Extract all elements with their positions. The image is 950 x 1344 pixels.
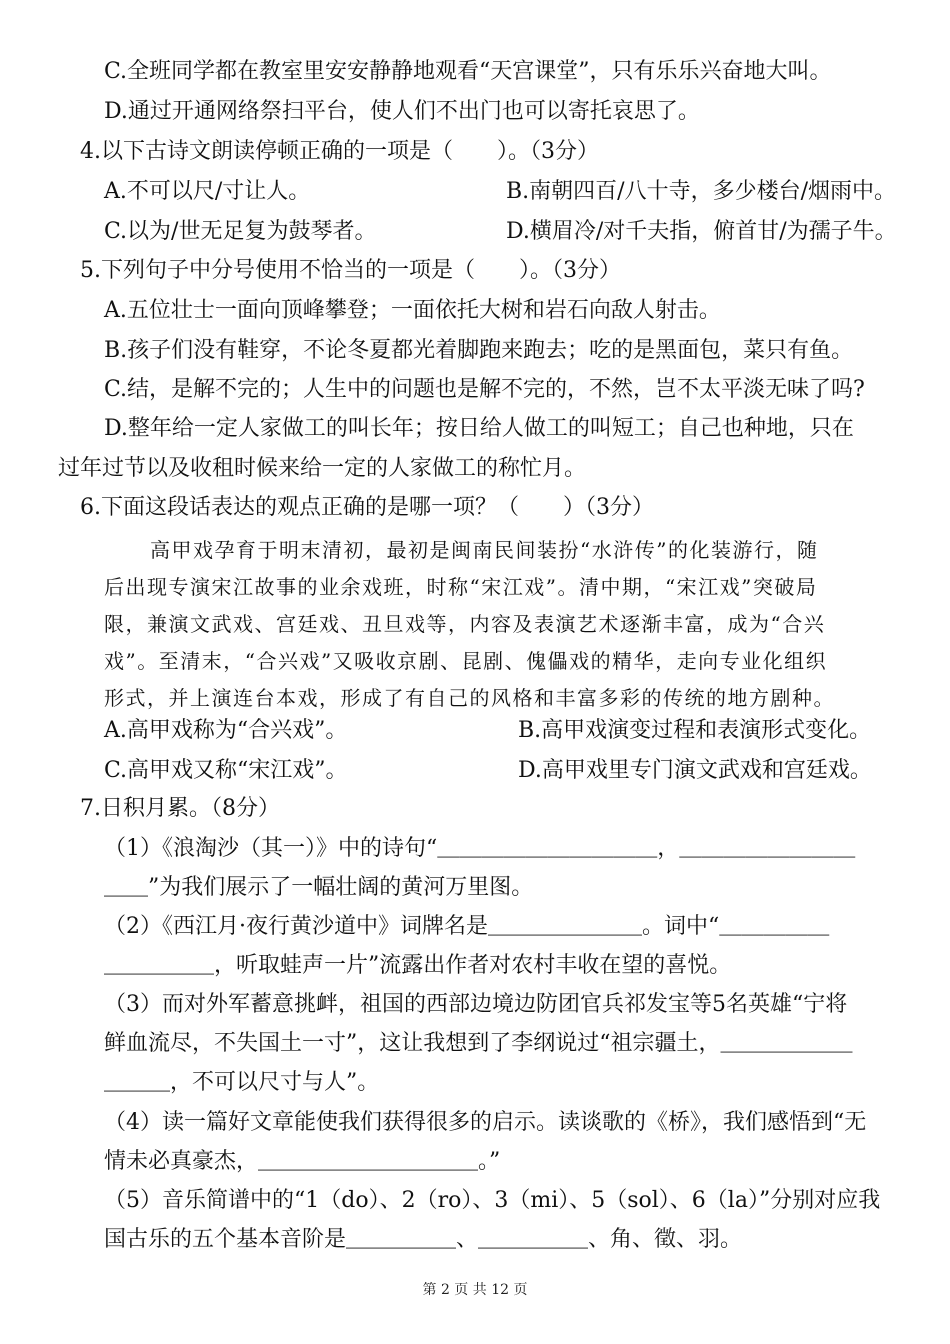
q4-option-d: D.横眉冷/对千夫指，俯首甘/为孺子牛。 (506, 219, 897, 244)
q3-option-d: D.通过开通网络祭扫平台，使人们不出门也可以寄托哀思了。 (104, 99, 700, 124)
q4-option-a: A.不可以尺/寸让人。 (104, 179, 311, 204)
page-footer: 第 2 页 共 12 页 (422, 1282, 528, 1298)
q5-stem: 5.下列句子中分号使用不恰当的一项是（ ）。（3分） (80, 258, 621, 283)
q7-line: 鲜血流尽，不失国土一寸”，这让我想到了李纲说过“祖宗疆土，＿＿＿＿＿＿ (104, 1031, 853, 1056)
q6-option-c: C.高甲戏又称“宋江戏”。 (104, 758, 348, 783)
q6-option-b: B.高甲戏演变过程和表演形式变化。 (518, 718, 872, 743)
q7-line: ＿＿＿，不可以尺寸与人”。 (104, 1070, 380, 1095)
q7-line: （3）而对外军蓄意挑衅，祖国的西部边境边防团官兵祁发宝等5名英雄“宁将 (104, 992, 848, 1017)
q7-line: （4）读一篇好文章能使我们获得很多的启示。读谈歌的《桥》，我们感悟到“无 (104, 1110, 867, 1135)
q6-option-d: D.高甲戏里专门演文武戏和宫廷戏。 (518, 758, 872, 783)
q7-line: （5）音乐简谱中的“1（do）、2（ro）、3（mi）、5（sol）、6（la）”分别对应我 (104, 1188, 881, 1213)
q5-option-d-line1: D.整年给一定人家做工的叫长年；按日给人做工的叫短工；自己也种地，只在 (104, 416, 854, 441)
q5-option-c: C.结，是解不完的；人生中的问题也是解不完的，不然，岂不太平淡无味了吗? (104, 377, 865, 402)
q5-option-b: B.孩子们没有鞋穿，不论冬夏都光着脚跑来跑去；吃的是黑面包，菜只有鱼。 (104, 338, 854, 363)
q7-line: ＿＿”为我们展示了一幅壮阔的黄河万里图。 (104, 875, 534, 900)
q5-option-d-line2: 过年过节以及收租时候来给一定的人家做工的称忙月。 (58, 456, 587, 481)
q6-passage-line: 形式，并上演连台本戏，形成了有自己的风格和丰富多彩的传统的地方剧种。 (104, 686, 835, 710)
q3-option-c: C.全班同学都在教室里安安静静地观看“天宫课堂”，只有乐乐兴奋地大叫。 (104, 59, 832, 84)
q6-passage-line: 高甲戏孕育于明末清初，最初是闽南民间装扮“水浒传”的化装游行，随 (150, 538, 819, 562)
q6-stem: 6.下面这段话表达的观点正确的是哪一项？（ ）（3分） (80, 495, 654, 520)
q7-stem: 7.日积月累。（8分） (80, 796, 280, 821)
q7-line: ＿＿＿＿＿，听取蛙声一片”流露出作者对农村丰收在望的喜悦。 (104, 953, 732, 978)
q6-passage-line: 戏”。至清末，“合兴戏”又吸收京剧、昆剧、傀儡戏的精华，走向专业化组织 (104, 649, 828, 673)
q4-stem: 4.以下古诗文朗读停顿正确的一项是（ ）。（3分） (80, 139, 599, 164)
q7-line: （2）《西江月·夜行黄沙道中》词牌名是＿＿＿＿＿＿＿。词中“＿＿＿＿＿ (104, 914, 830, 939)
q6-option-a: A.高甲戏称为“合兴戏”。 (104, 718, 348, 743)
q5-option-a: A.五位壮士一面向顶峰攀登；一面依托大树和岩石向敌人射击。 (104, 298, 721, 323)
q4-option-c: C.以为/世无足复为鼓琴者。 (104, 219, 377, 244)
q7-line: 情未必真豪杰，＿＿＿＿＿＿＿＿＿＿。” (104, 1149, 501, 1174)
q6-passage-line: 后出现专演宋江故事的业余戏班，时称“宋江戏”。清中期，“宋江戏”突破局 (104, 575, 818, 599)
q6-passage-line: 限，兼演文武戏、宫廷戏、丑旦戏等，内容及表演艺术逐渐丰富，成为“合兴 (104, 612, 826, 636)
q7-line: （1）《浪淘沙（其一）》中的诗句“＿＿＿＿＿＿＿＿＿＿，＿＿＿＿＿＿＿＿ (104, 836, 856, 861)
q4-option-b: B.南朝四百/八十寺，多少楼台/烟雨中。 (506, 179, 896, 204)
q7-line: 国古乐的五个基本音阶是＿＿＿＿＿、＿＿＿＿＿、角、徵、羽。 (104, 1227, 743, 1252)
